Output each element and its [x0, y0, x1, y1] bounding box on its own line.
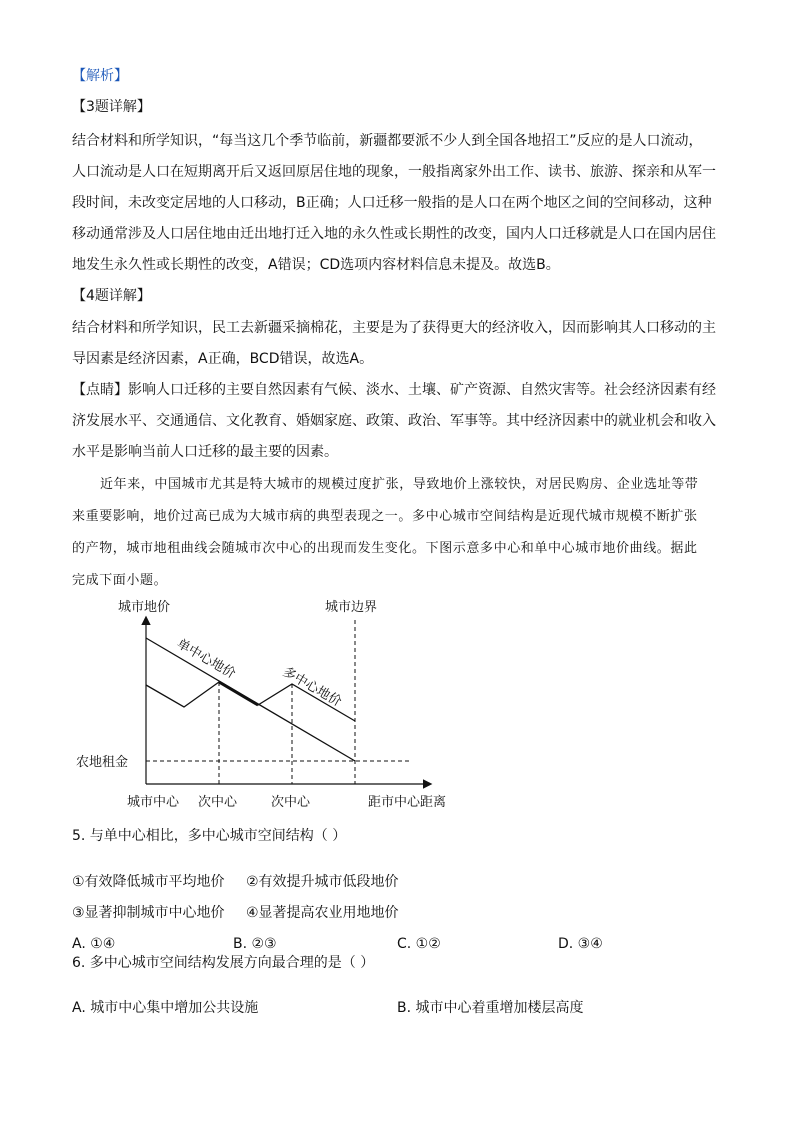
multi-center-label: 多中心地价	[280, 664, 344, 710]
single-center-label: 单中心地价	[174, 636, 238, 682]
material-line-3: 的产物，城市地租曲线会随城市次中心的出现而发生变化。下图示意多中心和单中心城市地价曲线。据此	[72, 541, 698, 556]
material-line-1: 近年来，中国城市尤其是特大城市的规模过度扩张，导致地价上涨较快，对居民购房、企业选址等带	[100, 477, 699, 492]
land-price-diagram	[0, 590, 794, 815]
q3-line-3: 段时间，未改变定居地的人口移动，B正确；人口迁移一般指的是人口在两个地区之间的空间移动，这种	[72, 195, 712, 211]
q5-option-b: B. ②③	[233, 936, 277, 952]
q5-option-c: C. ①②	[397, 936, 441, 952]
q5-stem: 5. 与单中心相比，多中心城市空间结构（ ）	[72, 828, 347, 844]
q3-line-4: 移动通常涉及人口居住地由迁出地打迁入地的永久性或长期性的改变，国内人口迁移就是人口在国内居住	[72, 226, 716, 242]
q3-line-5: 地发生永久性或长期性的改变，A错误；CD选项内容材料信息未提及。故选B。	[72, 257, 560, 273]
q5-item-2: ②有效提升城市低段地价	[246, 874, 399, 890]
analysis-heading: 【解析】	[72, 68, 128, 84]
q5-item-4: ④显著提高农业用地地价	[246, 905, 399, 921]
q3-line-2: 人口流动是人口在短期离开后又返回原居住地的现象，一般指离家外出工作、读书、旅游、探亲和从军一	[72, 164, 716, 180]
x-label-subcenter-2: 次中心	[271, 795, 311, 810]
farm-rent-label: 农地租金	[76, 755, 129, 770]
q4-line-2: 导因素是经济因素，A正确，BCD错误，故选A。	[72, 351, 374, 367]
y-axis-label: 城市地价	[118, 600, 171, 615]
material-line-4: 完成下面小题。	[72, 573, 168, 588]
q5-item-3: ③显著抑制城市中心地价	[72, 905, 225, 921]
q6-stem: 6. 多中心城市空间结构发展方向最合理的是（ ）	[72, 955, 375, 971]
tip-text-1: 影响人口迁移的主要自然因素有气候、淡水、土壤、矿产资源、自然灾害等。社会经济因素有经	[128, 382, 716, 398]
q5-option-d: D. ③④	[558, 936, 603, 952]
material-line-2: 来重要影响，地价过高已成为大城市病的典型表现之一。多中心城市空间结构是近现代城市规模不断扩张	[72, 509, 698, 524]
q5-option-a: A. ①④	[72, 936, 116, 952]
tip-line-3: 水平是影响当前人口迁移的最主要的因素。	[72, 444, 338, 460]
tip-label: 【点睛】	[72, 382, 128, 398]
x-label-city-center: 城市中心	[127, 795, 180, 810]
city-boundary-label: 城市边界	[325, 600, 378, 615]
q4-line-1: 结合材料和所学知识，民工去新疆采摘棉花，主要是为了获得更大的经济收入，因而影响其人口移动的主	[72, 320, 716, 336]
x-axis-label: 距市中心距离	[368, 795, 447, 810]
q3-heading: 【3题详解】	[72, 99, 151, 115]
tip-line-1	[72, 380, 722, 401]
q5-item-1: ①有效降低城市平均地价	[72, 874, 225, 890]
curve-overlap-segment	[219, 682, 258, 705]
q4-heading: 【4题详解】	[72, 288, 151, 304]
tip-line-2: 济发展水平、交通通信、文化教育、婚姻家庭、政策、政治、军事等。其中经济因素中的就业机会和收入	[72, 413, 716, 429]
q6-option-a: A. 城市中心集中增加公共设施	[72, 1000, 259, 1016]
q6-option-b: B. 城市中心着重增加楼层高度	[397, 1000, 584, 1016]
q3-line-1: 结合材料和所学知识，“每当这几个季节临前，新疆都要派不少人到全国各地招工”反应的是人口流动，	[72, 133, 703, 149]
x-label-subcenter-1: 次中心	[198, 795, 238, 810]
